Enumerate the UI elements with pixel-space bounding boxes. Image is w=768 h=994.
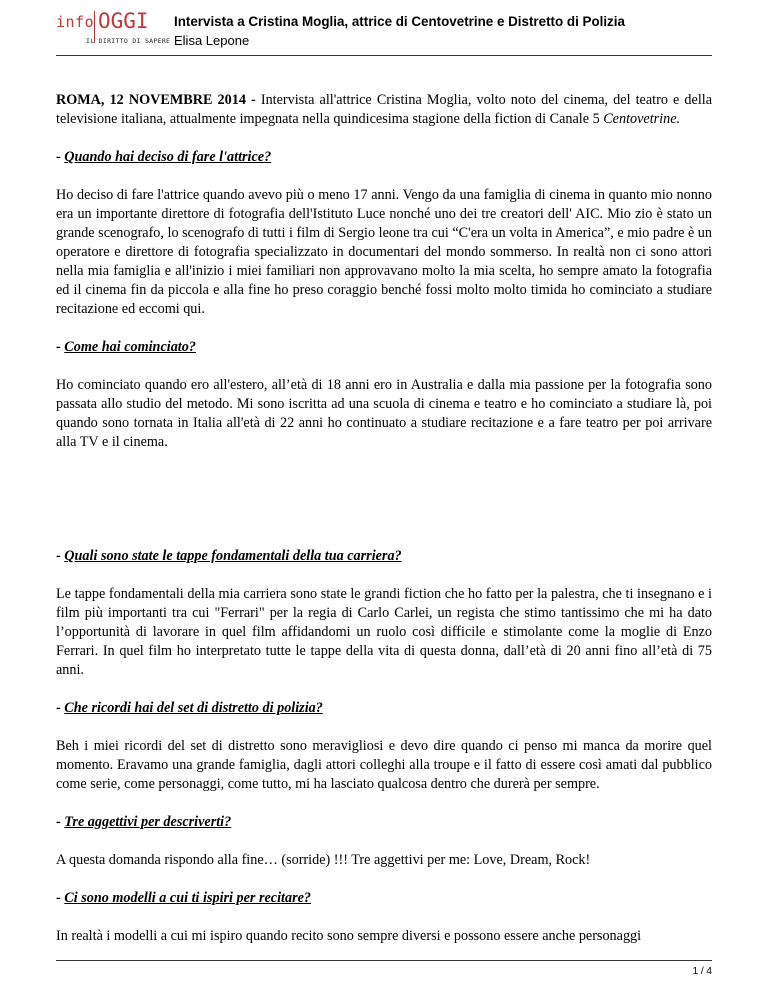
answer-4: Beh i miei ricordi del set di distretto sono meravigliosi e devo dire quando ci penso mi manca da morire quel momento. Eravamo una grande famiglia, dagli attori colleghi alla troupe e il fatto di essere così amati dal pubblico come serie, come personaggi, come tutto, mi ha lasciato qualcosa dentro che durerà per sempre. [56,738,712,792]
question-prefix: - [56,700,65,716]
question-prefix: - [56,814,65,830]
intro-text: Intervista all'attrice Cristina Moglia, volto noto del cinema, del teatro e della televisione italiana, attualmente impegnata nella quindicesima stagione della fiction di Canale 5 [56,92,712,127]
answer-1: Ho deciso di fare l'attrice quando avevo più o meno 17 anni. Vengo da una famiglia di cinema in quanto mio nonno era un importante direttore di fotografia dell'Istituto Luce nonché uno dei tre creatori dell' AIC. Mio zio è stato un grande scenografo, lo scenografo di tutti i film di Sergio leone tra cui “C'era un volta in America”, e mio padre è un operatore e direttore di fotografia specializzato in documentari del mondo sommerso. In realtà non ci sono attori nella mia famiglia e all'inizio i miei familiari non approvavano molto la mia scelta, ho sempre amato la fotografia ed il cinema fin da piccola e alla fine ho preso coraggio benché fossi molto molto timida ho cominciato a studiare recitazione ed eccomi qui. [56,187,712,317]
document-title: Intervista a Cristina Moglia, attrice di Centovetrine e Distretto di Polizia [174,14,625,29]
answer-6: In realtà i modelli a cui mi ispiro quando recito sono sempre diversi e possono essere anche personaggi [56,928,642,944]
logo-tagline: IL DIRITTO DI SAPERE [86,37,171,45]
question-prefix: - [56,548,65,564]
answer-2: Ho cominciato quando ero all'estero, all’età di 18 anni ero in Australia e dalla mia passione per la fotografia sono passata allo studio del metodo. Mi sono iscritta ad una scuola di cinema e teatro e ho cominciato a studiare là, poi quando sono tornata in Italia all'età di 22 anni ho continuato a studiare recitazione e a fare teatro per poi arrivare alla TV e il cinema. [56,377,712,450]
question-3 [56,547,712,566]
article-body [56,91,712,965]
answer-5: A questa domanda rispondo alla fine… (sorride) !!! Tre aggettivi per me: Love, Dream, Rock! [56,852,591,868]
logo-info-text: info [56,13,95,31]
question-5 [56,813,712,832]
question-text: Tre aggettivi per descriverti? [64,814,232,830]
question-text: Ci sono modelli a cui ti ispiri per recitare? [64,890,311,906]
answer-3: Le tappe fondamentali della mia carriera sono state le grandi fiction che ho fatto per la palestra, che ti insegnano e i film più importanti tra cui "Ferrari" per la regia di Carlo Carlei, un regista che stimo tantissimo che mi ha dato l’opportunità di lavorare in quel film affidandomi un ruolo così difficile e stimolante come la moglie di Enzo Ferrari. In quel film ho interpretato tutte le tappe della vita di questa donna, dall’età di 20 anni fino all’età di 75 anni. [56,586,712,678]
question-text: Che ricordi hai del set di distretto di polizia? [64,700,323,716]
header-divider [56,55,712,56]
infooggi-logo[interactable] [56,9,171,46]
question-2 [56,338,712,357]
footer-divider [56,960,712,961]
question-4 [56,699,712,718]
question-6 [56,889,712,908]
question-prefix: - [56,339,65,355]
logo-oggi-text: OGGI [98,9,149,33]
intro-italic: Centovetrine. [603,111,681,127]
question-text: Quando hai deciso di fare l'attrice? [64,149,272,165]
intro-paragraph [56,91,712,129]
question-text: Quali sono state le tappe fondamentali della tua carriera? [64,548,402,564]
dateline: ROMA, 12 NOVEMBRE 2014 - [56,92,256,108]
question-prefix: - [56,890,65,906]
document-author: Elisa Lepone [174,33,250,48]
question-text: Come hai cominciato? [64,339,196,355]
question-1 [56,148,712,167]
page-number: 1 / 4 [692,966,712,977]
blank-space [56,471,712,547]
page-header [0,0,768,56]
question-prefix: - [56,149,65,165]
